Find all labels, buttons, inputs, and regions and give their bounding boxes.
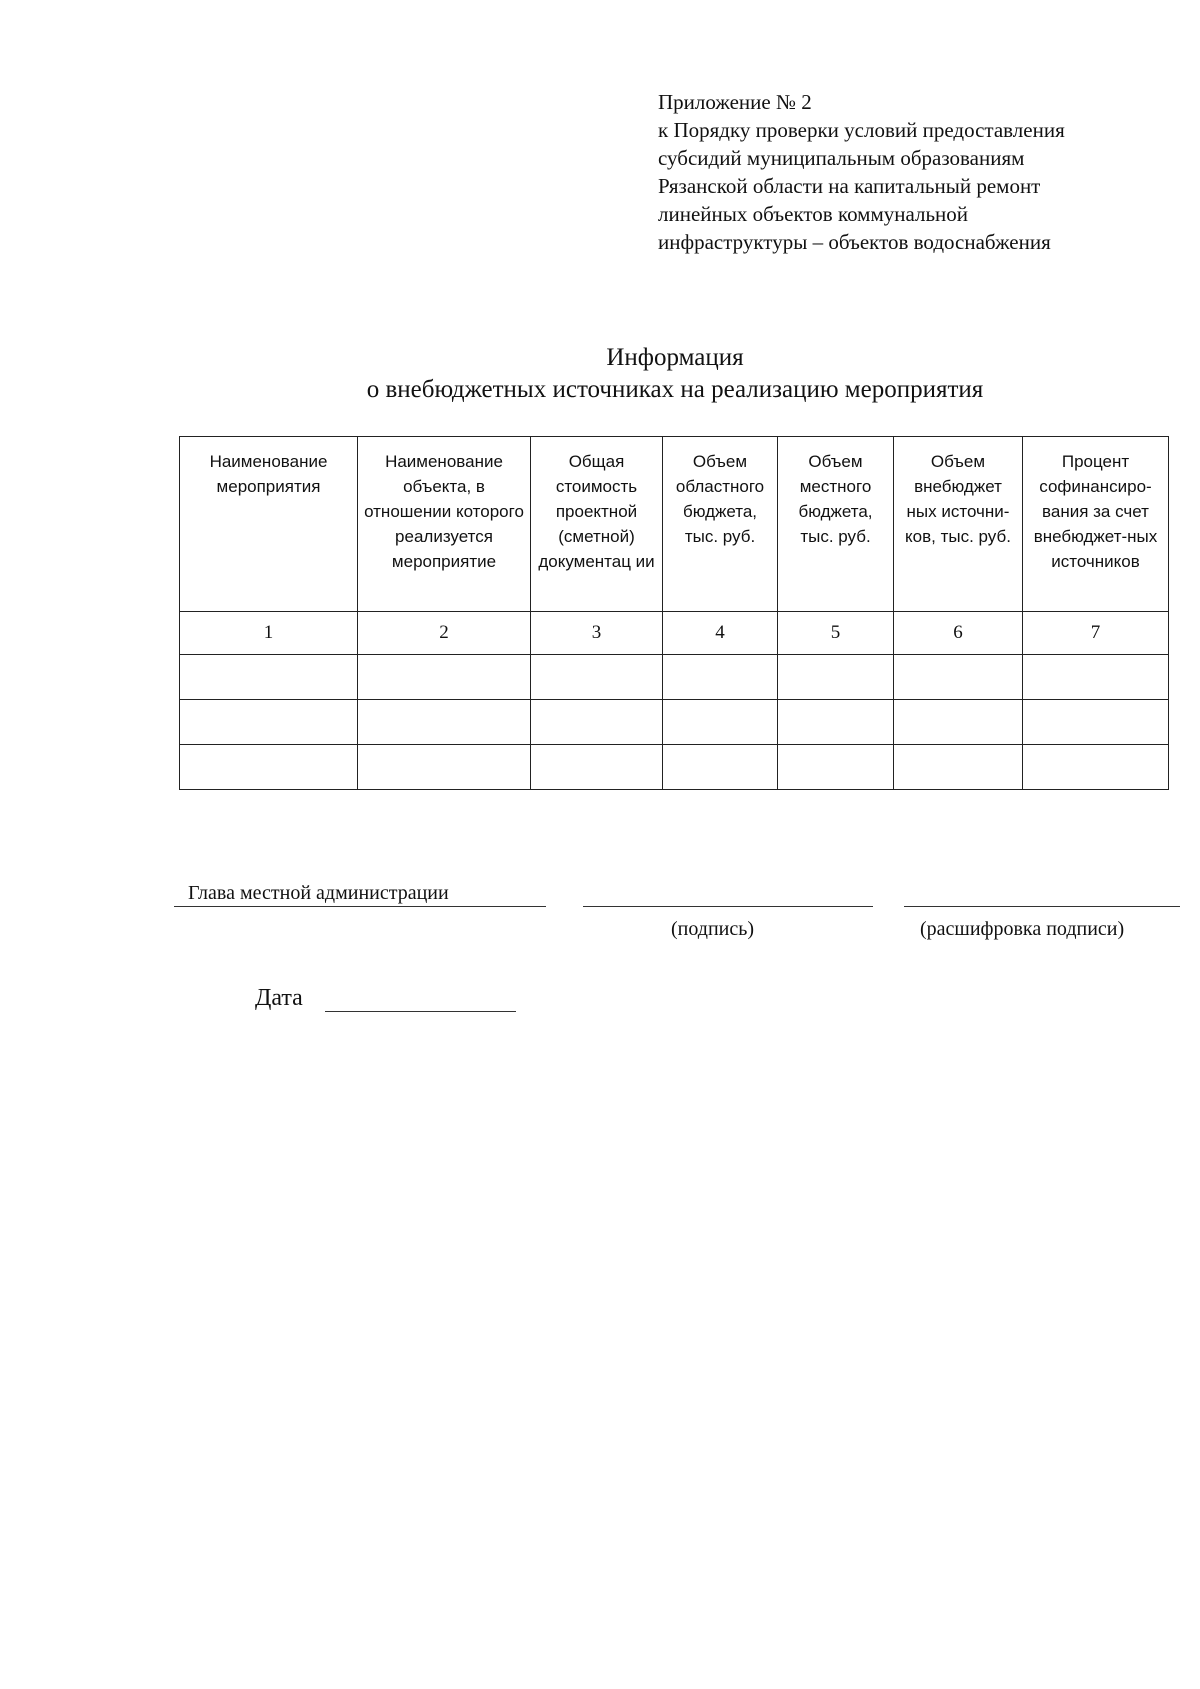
empty-cell	[778, 700, 894, 745]
date-line	[325, 1011, 516, 1012]
header-cell: Наименование мероприятия	[180, 437, 358, 612]
empty-cell	[1023, 655, 1169, 700]
table-row	[180, 745, 1169, 790]
title-line-2: о внебюджетных источниках на реализацию мероприятия	[366, 376, 984, 403]
column-number: 6	[894, 612, 1023, 655]
empty-cell	[894, 745, 1023, 790]
appendix-line-2: к Порядку проверки условий предоставления	[658, 118, 1065, 142]
empty-cell	[180, 655, 358, 700]
info-table	[179, 436, 1169, 790]
header-cell: Наименование объекта, в отношении которого реализуется мероприятие	[358, 437, 531, 612]
appendix-line-6: инфраструктуры – объектов водоснабжения	[658, 230, 1051, 254]
signature-decode-line	[904, 906, 1180, 907]
header-cell: Процент софинансиро-вания за счет внебюджет-ных источников	[1023, 437, 1169, 612]
head-name-line	[174, 906, 546, 907]
empty-cell	[358, 745, 531, 790]
empty-cell	[358, 655, 531, 700]
empty-cell	[531, 700, 663, 745]
header-cell: Объем местного бюджета, тыс. руб.	[778, 437, 894, 612]
empty-cell	[663, 700, 778, 745]
signature-line	[583, 906, 873, 907]
empty-cell	[894, 655, 1023, 700]
empty-cell	[778, 655, 894, 700]
appendix-line-4: Рязанской области на капитальный ремонт	[658, 174, 1041, 198]
column-number: 2	[358, 612, 531, 655]
empty-cell	[180, 700, 358, 745]
table-number-row	[180, 612, 1169, 655]
appendix-block	[658, 88, 1168, 256]
header-cell: Объем внебюджет ных источни-ков, тыс. руб.	[894, 437, 1023, 612]
empty-cell	[894, 700, 1023, 745]
signature-caption: (подпись)	[671, 918, 755, 940]
appendix-line-3: субсидий муниципальным образованиям	[658, 146, 1025, 170]
column-number: 7	[1023, 612, 1169, 655]
document-title	[0, 342, 1200, 406]
signature-decode-caption: (расшифровка подписи)	[920, 918, 1125, 940]
title-line-1: Информация	[606, 344, 744, 371]
header-cell: Общая стоимость проектной (сметной) документац ии	[531, 437, 663, 612]
table-row	[180, 700, 1169, 745]
header-cell: Объем областного бюджета, тыс. руб.	[663, 437, 778, 612]
column-number: 4	[663, 612, 778, 655]
empty-cell	[663, 655, 778, 700]
column-number: 3	[531, 612, 663, 655]
empty-cell	[358, 700, 531, 745]
empty-cell	[180, 745, 358, 790]
empty-cell	[778, 745, 894, 790]
empty-cell	[531, 655, 663, 700]
appendix-line-5: линейных объектов коммунальной	[658, 202, 969, 226]
table-header-row	[180, 437, 1169, 612]
empty-cell	[1023, 700, 1169, 745]
date-label: Дата	[255, 985, 303, 1011]
empty-cell	[531, 745, 663, 790]
column-number: 1	[180, 612, 358, 655]
column-number: 5	[778, 612, 894, 655]
empty-cell	[663, 745, 778, 790]
appendix-line-1: Приложение № 2	[658, 90, 812, 114]
empty-cell	[1023, 745, 1169, 790]
table-row	[180, 655, 1169, 700]
head-of-administration-label: Глава местной администрации	[188, 882, 449, 904]
